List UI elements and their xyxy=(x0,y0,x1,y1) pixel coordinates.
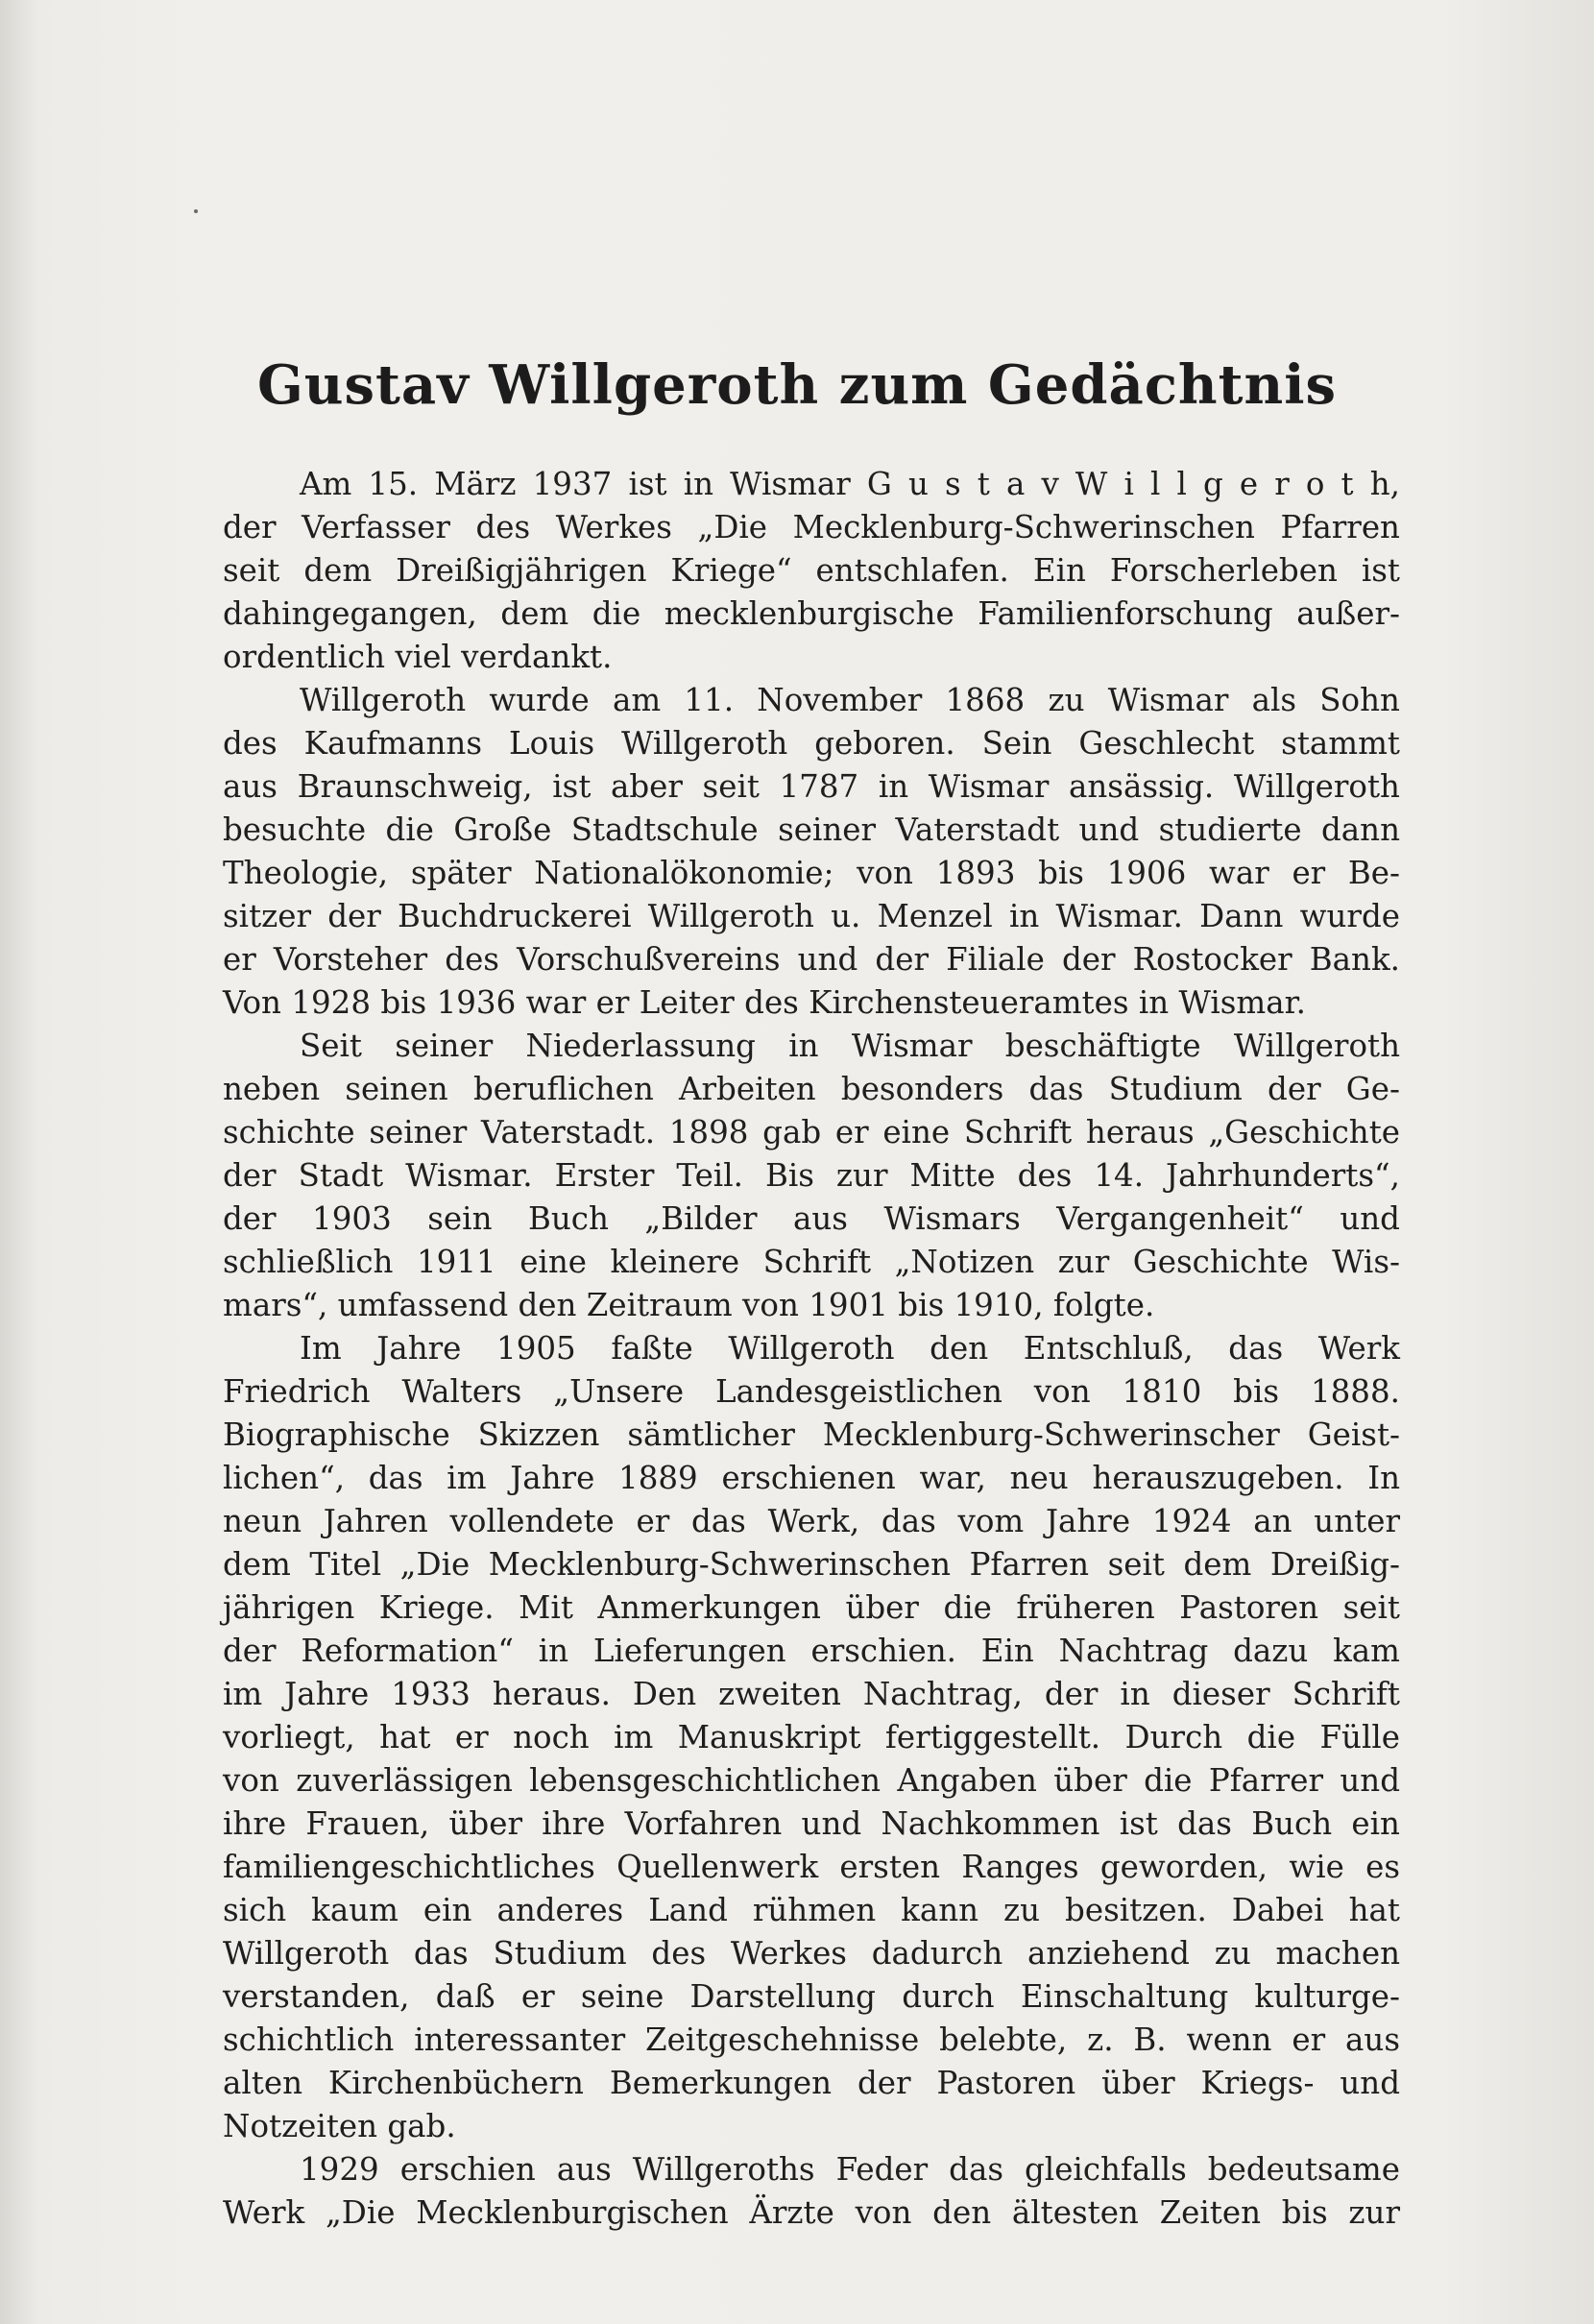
text-line: Von 1928 bis 1936 war er Leiter des Kirchensteueramtes in Wismar. xyxy=(223,984,1306,1021)
text-line: der 1903 sein Buch „Bilder aus Wismars Vergangenheit“ und xyxy=(223,1200,1400,1237)
text-line: lichen“, das im Jahre 1889 erschienen war, neu herauszugeben. In xyxy=(223,1460,1400,1496)
text-line: der Verfasser des Werkes „Die Mecklenburg-Schwerinschen Pfarren xyxy=(223,509,1400,545)
text-line: 1929 erschien aus Willgeroths Feder das gleichfalls bedeutsame xyxy=(300,2151,1400,2188)
text-line: neun Jahren vollendete er das Werk, das vom Jahre 1924 an unter xyxy=(223,1503,1400,1539)
text-line: dahingegangen, dem die mecklenburgische Familienforschung außer- xyxy=(223,595,1400,632)
text-line: sitzer der Buchdruckerei Willgeroth u. Menzel in Wismar. Dann wurde xyxy=(223,898,1400,934)
text-line: schichte seiner Vaterstadt. 1898 gab er eine Schrift heraus „Geschichte xyxy=(223,1114,1400,1150)
text-line: seit dem Dreißigjährigen Kriege“ entschlafen. Ein Forscherleben ist xyxy=(223,552,1400,589)
page-speck xyxy=(194,209,198,213)
text-line: schließlich 1911 eine kleinere Schrift „Notizen zur Geschichte Wis- xyxy=(223,1244,1400,1280)
text-line: ordentlich viel verdankt. xyxy=(223,639,613,675)
text-line: neben seinen beruflichen Arbeiten besonders das Studium der Ge- xyxy=(223,1071,1400,1107)
text-line: Im Jahre 1905 faßte Willgeroth den Entschluß, das Werk xyxy=(300,1330,1400,1367)
text-line: Theologie, später Nationalökonomie; von 1893 bis 1906 war er Be- xyxy=(223,855,1400,891)
text-line: Willgeroth wurde am 11. November 1868 zu Wismar als Sohn xyxy=(300,682,1400,718)
text-line: verstanden, daß er seine Darstellung durch Einschaltung kulturge- xyxy=(223,1978,1400,2015)
text-line: mars“, umfassend den Zeitraum von 1901 bis 1910, folgte. xyxy=(223,1287,1155,1323)
text-line: er Vorsteher des Vorschußvereins und der Filiale der Rostocker Bank. xyxy=(223,941,1400,978)
text-line: des Kaufmanns Louis Willgeroth geboren. Sein Geschlecht stammt xyxy=(223,725,1400,762)
text-line: Friedrich Walters „Unsere Landesgeistlichen von 1810 bis 1888. xyxy=(223,1373,1400,1410)
text-line: familiengeschichtliches Quellenwerk ersten Ranges geworden, wie es xyxy=(223,1849,1400,1885)
page-title: Gustav Willgeroth zum Gedächtnis xyxy=(256,353,1338,417)
text-line: im Jahre 1933 heraus. Den zweiten Nachtrag, der in dieser Schrift xyxy=(223,1676,1400,1712)
text-line: Am 15. März 1937 ist in Wismar G u s t a v W i l l g e r o t h, xyxy=(300,466,1400,502)
text-line: dem Titel „Die Mecklenburg-Schwerinschen Pfarren seit dem Dreißig- xyxy=(223,1546,1400,1583)
text-line: Notzeiten gab. xyxy=(223,2108,456,2144)
text-line: vorliegt, hat er noch im Manuskript fertiggestellt. Durch die Fülle xyxy=(223,1719,1400,1755)
text-line: der Reformation“ in Lieferungen erschien. Ein Nachtrag dazu kam xyxy=(223,1633,1400,1669)
text-line: Willgeroth das Studium des Werkes dadurch anziehend zu machen xyxy=(223,1935,1400,1972)
text-line: sich kaum ein anderes Land rühmen kann zu besitzen. Dabei hat xyxy=(223,1892,1400,1928)
text-line: von zuverlässigen lebensgeschichtlichen Angaben über die Pfarrer und xyxy=(223,1762,1400,1799)
text-line: aus Braunschweig, ist aber seit 1787 in Wismar ansässig. Willgeroth xyxy=(223,768,1400,805)
text-line: Werk „Die Mecklenburgischen Ärzte von den ältesten Zeiten bis zur xyxy=(223,2194,1400,2231)
text-line: ihre Frauen, über ihre Vorfahren und Nachkommen ist das Buch ein xyxy=(223,1805,1400,1842)
text-line: Biographische Skizzen sämtlicher Mecklenburg-Schwerinscher Geist- xyxy=(223,1416,1400,1453)
text-line: schichtlich interessanter Zeitgeschehnisse belebte, z. B. wenn er aus xyxy=(223,2021,1400,2058)
body-text xyxy=(223,463,1400,2235)
text-line: der Stadt Wismar. Erster Teil. Bis zur Mitte des 14. Jahrhunderts“, xyxy=(223,1157,1400,1194)
text-line: Seit seiner Niederlassung in Wismar beschäftigte Willgeroth xyxy=(300,1028,1400,1064)
text-line: alten Kirchenbüchern Bemerkungen der Pastoren über Kriegs- und xyxy=(223,2065,1400,2101)
text-line: besuchte die Große Stadtschule seiner Vaterstadt und studierte dann xyxy=(223,811,1400,848)
text-line: jährigen Kriege. Mit Anmerkungen über die früheren Pastoren seit xyxy=(223,1589,1400,1626)
